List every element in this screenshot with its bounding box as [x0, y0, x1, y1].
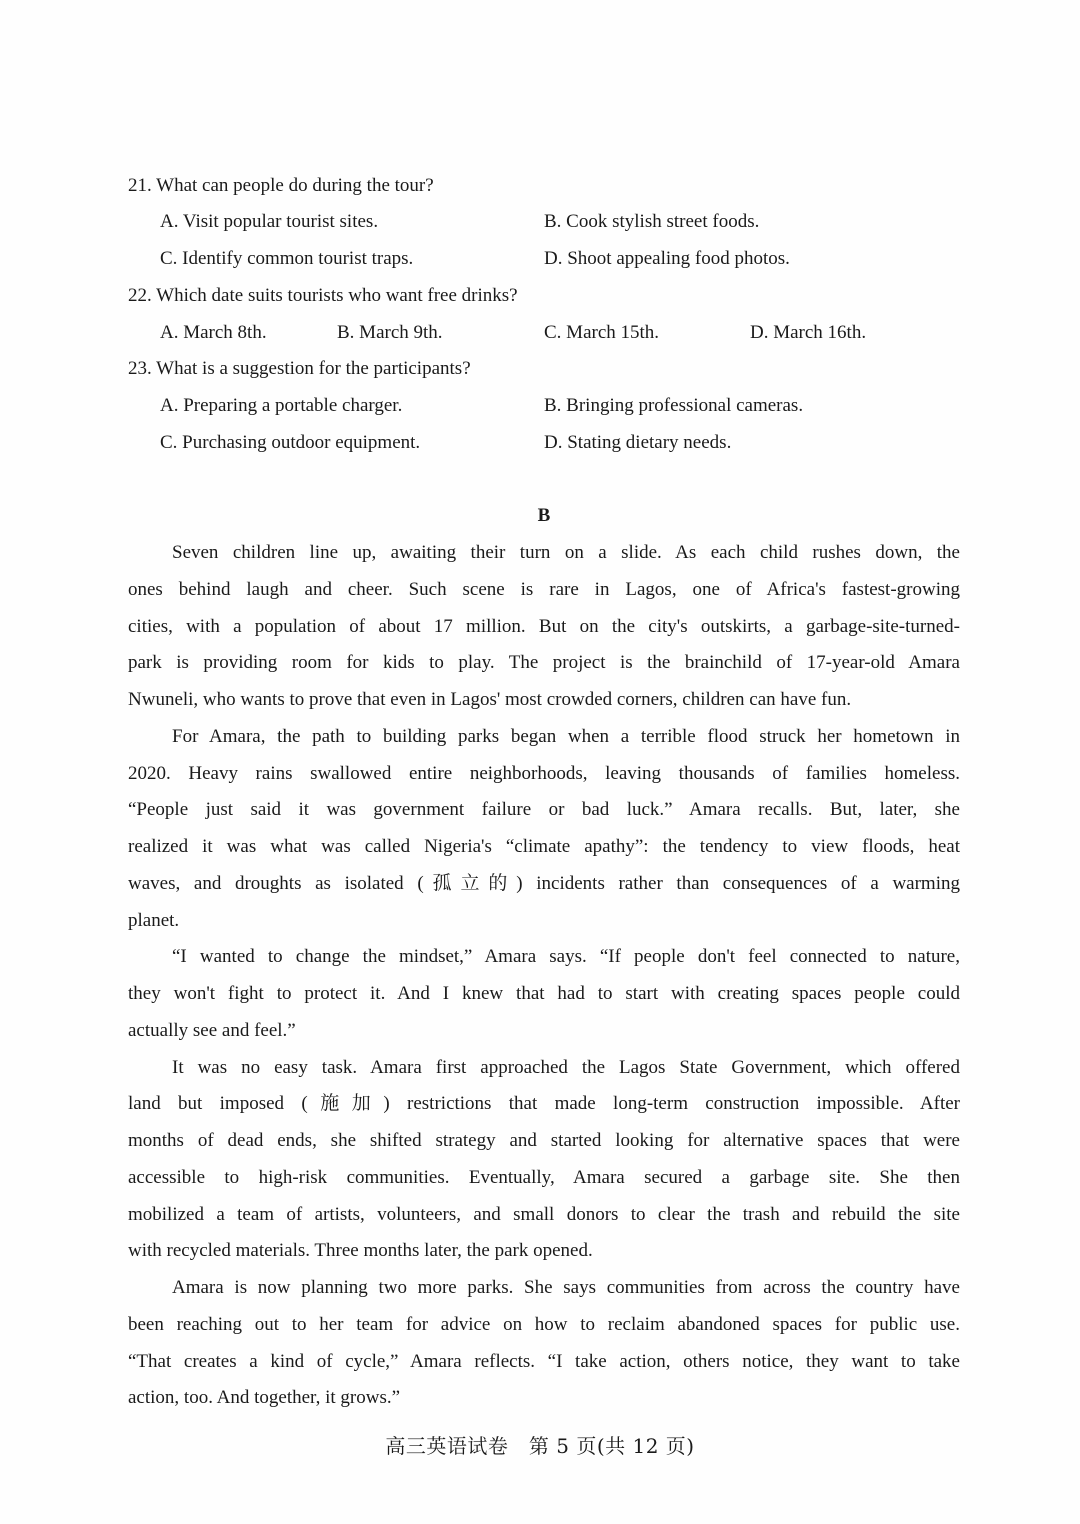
question-23-options-row-2 [128, 425, 960, 462]
question-21-stem: 21. What can people do during the tour? [128, 174, 434, 196]
option-21-a: A. Visit popular tourist sites. [160, 211, 379, 233]
paragraph-2-line: “People just said it was government failure or bad luck.” Amara recalls. But, later, she [128, 799, 960, 821]
option-23-a: A. Preparing a portable charger. [160, 395, 403, 417]
option-22-d: D. March 16th. [750, 321, 867, 343]
option-22-b: B. March 9th. [337, 321, 443, 343]
spacer [128, 462, 960, 499]
paragraph-5-line: action, too. And together, it grows.” [128, 1387, 401, 1409]
option-21-c: C. Identify common tourist traps. [160, 248, 414, 270]
paragraph-4-line: months of dead ends, she shifted strategy and started looking for alternative spaces that were [128, 1130, 960, 1152]
option-21-b: B. Cook stylish street foods. [544, 211, 760, 233]
paragraph-5-line: “That creates a kind of cycle,” Amara reflects. “I take action, others notice, they want to take [128, 1350, 960, 1372]
paragraph-1-line: park is providing room for kids to play. The project is the brainchild of 17-year-old Amara [128, 652, 960, 674]
question-21-options-row-2 [128, 241, 960, 278]
paragraph-5-line: been reaching out to her team for advice on how to reclaim abandoned spaces for public use. [128, 1313, 960, 1335]
paragraph-4-line: It was no easy task. Amara first approached the Lagos State Government, which offered [172, 1056, 960, 1078]
question-22-stem: 22. Which date suits tourists who want free drinks? [128, 284, 518, 306]
reading-passage [128, 535, 960, 1417]
paragraph-2-line: realized it was what was called Nigeria's “climate apathy”: the tendency to view floods, heat [128, 836, 960, 858]
option-23-b: B. Bringing professional cameras. [544, 395, 804, 417]
question-22-options [128, 315, 960, 352]
paragraph-1-line: Nwuneli, who wants to prove that even in Lagos' most crowded corners, children can have fun. [128, 689, 852, 711]
page-footer: 高三英语试卷 第 5 页(共 12 页) [385, 1434, 695, 1458]
section-heading: B [537, 505, 551, 527]
option-23-c: C. Purchasing outdoor equipment. [160, 431, 421, 453]
paragraph-1-line: ones behind laugh and cheer. Such scene is rare in Lagos, one of Africa's fastest-growing [128, 578, 960, 600]
paragraph-1-line: Seven children line up, awaiting their turn on a slide. As each child rushes down, the [172, 542, 960, 564]
question-23-stem: 23. What is a suggestion for the participants? [128, 358, 471, 380]
paragraph-4-line: with recycled materials. Three months later, the park opened. [128, 1240, 593, 1262]
paragraph-3-line: actually see and feel.” [128, 1019, 296, 1041]
option-22-c: C. March 15th. [544, 321, 660, 343]
option-22-a: A. March 8th. [160, 321, 267, 343]
paragraph-3-line: they won't fight to protect it. And I knew that had to start with creating spaces people could [128, 983, 960, 1005]
paragraph-4-line: land but imposed (施加) restrictions that made long-term construction impossible. After [128, 1093, 960, 1115]
paragraph-3-line: “I wanted to change the mindset,” Amara says. “If people don't feel connected to nature, [172, 946, 960, 968]
exam-page-content [128, 168, 960, 1418]
paragraph-4-line: mobilized a team of artists, volunteers, and small donors to clear the trash and rebuild the site [128, 1203, 960, 1225]
question-23-options-row-1 [128, 388, 960, 425]
option-23-d: D. Stating dietary needs. [544, 431, 732, 453]
paragraph-5-line: Amara is now planning two more parks. She says communities from across the country have [172, 1277, 960, 1299]
question-21-options-row-1 [128, 204, 960, 241]
paragraph-2-line: 2020. Heavy rains swallowed entire neighborhoods, leaving thousands of families homeless. [128, 762, 960, 784]
paragraph-2-line: waves, and droughts as isolated (孤立的) incidents rather than consequences of a warming [128, 872, 960, 894]
paragraph-2-line: For Amara, the path to building parks began when a terrible flood struck her hometown in [172, 725, 960, 747]
paragraph-1-line: cities, with a population of about 17 million. But on the city's outskirts, a garbage-site-turned- [128, 615, 960, 637]
paragraph-2-line: planet. [128, 909, 180, 931]
option-21-d: D. Shoot appealing food photos. [544, 248, 790, 270]
paragraph-4-line: accessible to high-risk communities. Eventually, Amara secured a garbage site. She then [128, 1166, 960, 1188]
